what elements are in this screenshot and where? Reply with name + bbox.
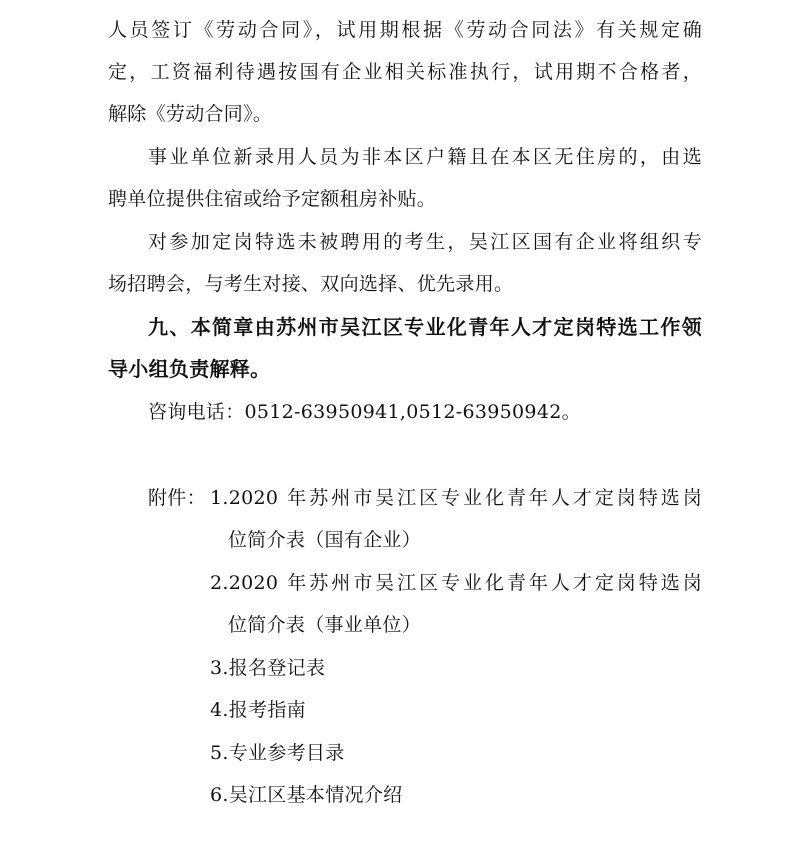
- attachments-label: 附件：: [148, 487, 206, 509]
- paragraph-jobfair-line-2: 场招聘会，与考生对接、双向选择、优先录用。: [108, 273, 514, 295]
- attachment-item-1-line-2: 位简介表（国有企业）: [228, 529, 422, 551]
- attachment-item-2-line-2: 位简介表（事业单位）: [228, 614, 422, 636]
- attachment-item-6: 6.吴江区基本情况介绍: [210, 784, 403, 806]
- paragraph-interpretation-line-1: 九、本简章由苏州市吴江区专业化青年人才定岗特选工作领: [148, 315, 702, 339]
- paragraph-contract-line-3: 解除《劳动合同》。: [108, 103, 273, 125]
- attachment-item-3: 3.报名登记表: [210, 657, 326, 679]
- paragraph-contract-line-1: 人员签订《劳动合同》，试用期根据《劳动合同法》有关规定确: [108, 19, 702, 41]
- attachment-item-4: 4.报考指南: [210, 699, 306, 721]
- attachment-item-1-line-1: 1.2020 年苏州市吴江区专业化青年人才定岗特选岗: [210, 487, 702, 509]
- paragraph-jobfair-line-1: 对参加定岗特选未被聘用的考生，吴江区国有企业将组织专: [148, 231, 702, 253]
- contact-phone: 咨询电话：0512-63950941,0512-63950942。: [148, 401, 581, 423]
- paragraph-housing-line-1: 事业单位新录用人员为非本区户籍且在本区无住房的，由选: [148, 146, 702, 168]
- attachment-item-5: 5.专业参考目录: [210, 742, 345, 764]
- paragraph-contract-line-2: 定，工资福利待遇按国有企业相关标准执行，试用期不合格者，: [108, 61, 702, 83]
- paragraph-housing-line-2: 聘单位提供住宿或给予定额租房补贴。: [108, 188, 437, 210]
- attachment-item-2-line-1: 2.2020 年苏州市吴江区专业化青年人才定岗特选岗: [210, 572, 702, 594]
- paragraph-interpretation-line-2: 导小组负责解释。: [108, 357, 271, 381]
